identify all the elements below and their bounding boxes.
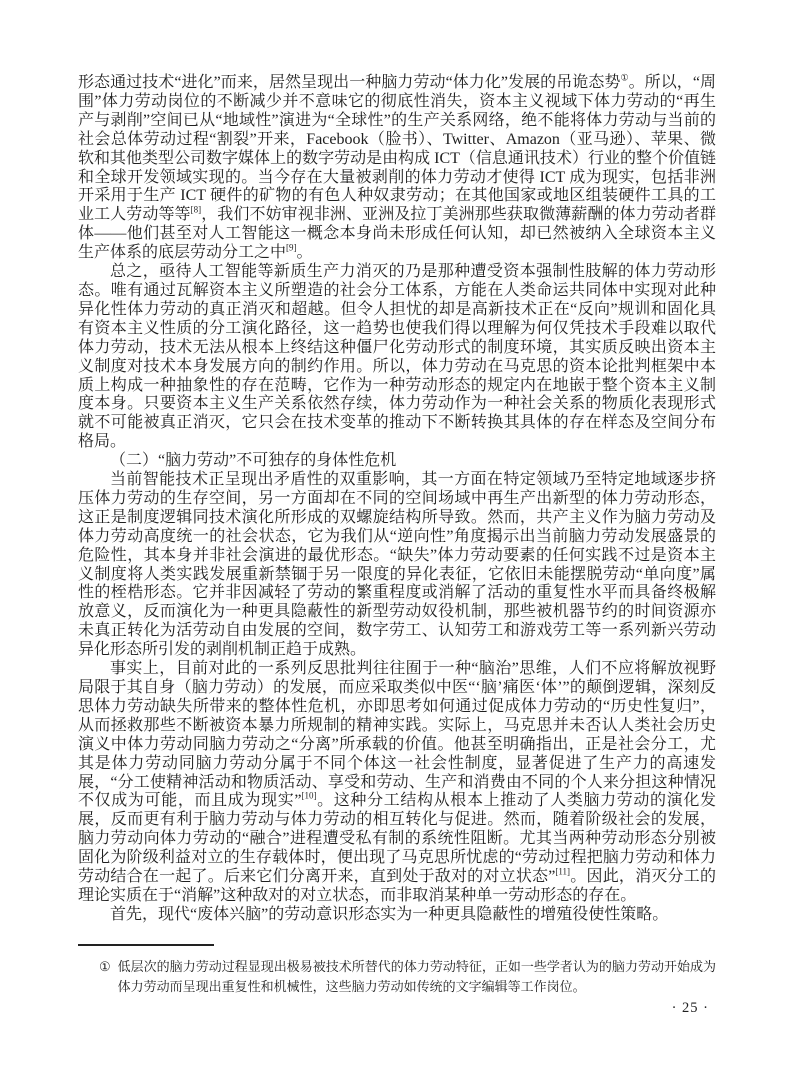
- reference-superscript: [11]: [555, 866, 571, 877]
- footnote-area: [78, 944, 716, 996]
- footnote: [78, 957, 716, 996]
- footnote-marker: ①: [99, 959, 111, 974]
- page-body: [78, 74, 716, 925]
- page-number: · 25 ·: [671, 1000, 709, 1016]
- footnote-divider: [78, 944, 214, 946]
- reference-superscript: [8]: [190, 205, 202, 216]
- reference-superscript: [9]: [286, 242, 297, 253]
- reference-superscript: [10]: [301, 791, 317, 802]
- paragraph: 当前智能技术正呈现出矛盾性的双重影响，其一方面在特定领域乃至特定地域逐步挤压体力劳动的生存空间，另一方面却在不同的空间场域中再生产出新型的体力劳动形态，这正是制度逻辑同技术演化所形成的双螺旋结构所导致。然而，共产主义作为脑力劳动及体力劳动高度统一的社会状态，它为我们从“逆向性”角度揭示出当前脑力劳动发展盛景的危险性，其本身并非社会演进的最优形态。“缺失”体力劳动要素的任何实践不过是资本主义制度将人类实践发展重新禁锢于另一限度的异化表征，它依旧未能摆脱劳动“单向度”属性的桎梏形态。它并非因减轻了劳动的繁重程度或消解了活动的重复性水平而具备终极解放意义，反而演化为一种更具隐蔽性的新型劳动奴役机制，那些被机器节约的时间资源亦未真正转化为活劳动自由发展的空间，数字劳工、认知劳工和游戏劳工等一系列新兴劳动异化形态所引发的剥削机制正趋于成熟。: [78, 471, 716, 659]
- footnote-text: 低层次的脑力劳动过程显现出极易被技术所替代的体力劳动特征，正如一些学者认为的脑力劳动开始成为体力劳动而呈现出重复性和机械性，这些脑力劳动如传统的文字编辑等工作岗位。: [117, 959, 716, 994]
- reference-superscript: ①: [620, 72, 629, 83]
- paragraph: 形态通过技术“进化”而来，居然呈现出一种脑力劳动“体力化”发展的吊诡态势①。所以，“周围”体力劳动岗位的不断减少并不意味它的彻底性消失，资本主义视域下体力劳动的“再生产与剥削”空间已从“地域性”演进为“全球性”的生产关系网络，绝不能将体力劳动与当前的社会总体劳动过程“割裂”开来，Facebook（脸书）、Twitter、Amazon（亚马逊）、苹果、微软和其他类型公司数字媒体上的数字劳动是由构成 ICT（信息通讯技术）行业的整个价值链和全球开发领域实现的。当今存在大量被剥削的体力劳动才使得 ICT 成为现实，包括非洲开采用于生产 ICT 硬件的矿物的有色人种奴隶劳动；在其他国家或地区组装硬件工具的工业工人劳动等等[8]，我们不妨审视非洲、亚洲及拉丁美洲那些获取微薄薪酬的体力劳动者群体——他们甚至对人工智能这一概念本身尚未形成任何认知，却已然被纳入全球资本主义生产体系的底层劳动分工之中[9]。: [78, 72, 716, 262]
- paragraph: 事实上，目前对此的一系列反思批判往往囿于一种“脑治”思维，人们不应将解放视野局限于其自身（脑力劳动）的发展，而应采取类似中医“‘脑’痛医‘体’”的颠倒逻辑，深刻反思体力劳动缺失所带来的整体性危机，亦即思考如何通过促成体力劳动的“历史性复归”，从而拯救那些不断被资本暴力所规制的精神实践。实际上，马克思并未否认人类社会历史演义中体力劳动同脑力劳动之“分离”所承载的价值。他甚至明确指出，正是社会分工，尤其是体力劳动同脑力劳动分属于不同个体这一社会性制度，显著促进了生产力的高速发展，“分工使精神活动和物质活动、享受和劳动、生产和消费由不同的个人来分担这种情况不仅成为可能，而且成为现实”[10]。这种分工结构从根本上推动了人类脑力劳动的演化发展，反而更有利于脑力劳动与体力劳动的相互转化与促进。然而，随着阶级社会的发展，脑力劳动向体力劳动的“融合”进程遭受私有制的系统性阻断。尤其当两种劳动形态分别被固化为阶级利益对立的生存载体时，便出现了马克思所忧虑的“劳动过程把脑力劳动和体力劳动结合在一起了。后来它们分离开来，直到处于敌对的对立状态”[11]。因此，消灭分工的理论实质在于“消解”这种敌对的对立状态，而非取消某种单一劳动形态的存在。: [78, 660, 716, 904]
- paragraph: 首先，现代“废体兴脑”的劳动意识形态实为一种更具隐蔽性的增殖役使性策略。: [110, 905, 669, 923]
- paragraph: 总之，亟待人工智能等新质生产力消灭的乃是那种遭受资本强制性肢解的体力劳动形态。唯有通过瓦解资本主义所塑造的社会分工体系，方能在人类命运共同体中实现对此种异化性体力劳动的真正消灭和超越。但令人担忧的却是高新技术正在“反向”规训和固化具有资本主义性质的分工演化路径，这一趋势也使我们得以理解为何仅凭技术手段难以取代体力劳动，技术无法从根本上终结这种僵尸化劳动形式的制度环境，其实质反映出资本主义制度对技术本身发展方向的制约作用。所以，体力劳动在马克思的资本论批判框架中本质上构成一种抽象性的存在范畴，它作为一种劳动形态的规定内在地嵌于整个资本主义制度本身。只要资本主义生产关系依然存续，体力劳动作为一种社会关系的物质化表现形式就不可能被真正消灭，它只会在技术变革的推动下不断转换其具体的存在样态及空间分布格局。: [78, 263, 716, 451]
- section-heading: （二）“脑力劳动”不可独存的身体性危机: [110, 452, 397, 470]
